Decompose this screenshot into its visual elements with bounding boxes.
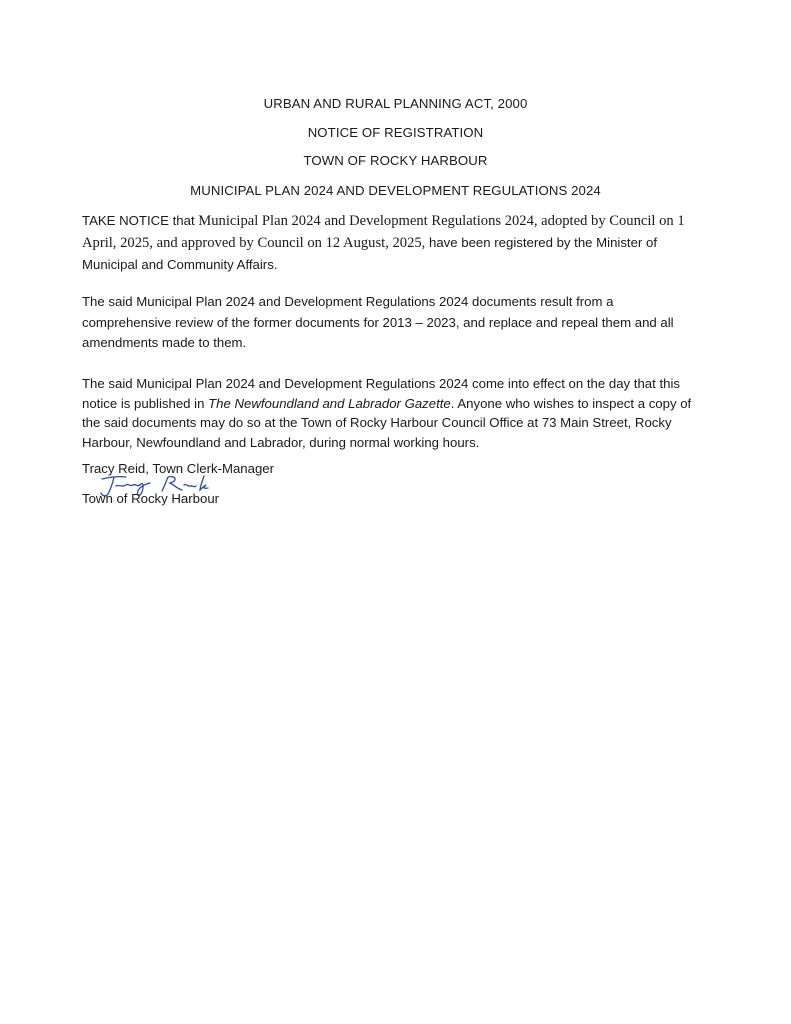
paragraph-take-notice-tail: have been registered by the Minister of Municipal and Community Affairs.: [82, 235, 657, 272]
paragraph-review: The said Municipal Plan 2024 and Development Regulations 2024 documents result from a comprehensive review of the former documents for 2013 – 2023, and replace and repeal them and all amendments made to them.: [82, 294, 674, 350]
signatory-name-title: Tracy Reid, Town Clerk-Manager: [82, 461, 275, 476]
notice-heading: NOTICE OF REGISTRATION: [307, 125, 484, 140]
paragraph-effect-after: . Anyone who wishes to inspect a copy of the said documents may do so at the Town of Rocky Harbour Council Office at 73 Main Street, Rocky Harbour, Newfoundland and Labrador, during normal working hours.: [82, 395, 692, 450]
paragraph-take-notice-lead: TAKE NOTICE that: [82, 213, 199, 228]
plan-heading: MUNICIPAL PLAN 2024 AND DEVELOPMENT REGULATIONS 2024: [190, 183, 601, 198]
paragraph-effect-before: The said Municipal Plan 2024 and Development Regulations 2024 come into effect on the day that this notice is published in: [82, 376, 680, 411]
gazette-title: The Newfoundland and Labrador Gazette: [208, 395, 451, 411]
signatory-organization: Town of Rocky Harbour: [82, 491, 220, 506]
paragraph-take-notice: [82, 210, 702, 276]
town-heading: TOWN OF ROCKY HARBOUR: [303, 153, 488, 168]
act-heading: URBAN AND RURAL PLANNING ACT, 2000: [263, 96, 528, 111]
paragraph-effect: [82, 374, 702, 452]
paragraph-take-notice-serif: Municipal Plan 2024 and Development Regulations 2024, adopted by Council on 1 April, 2025, and approved by Council on 12 August, 2025,: [82, 213, 685, 251]
